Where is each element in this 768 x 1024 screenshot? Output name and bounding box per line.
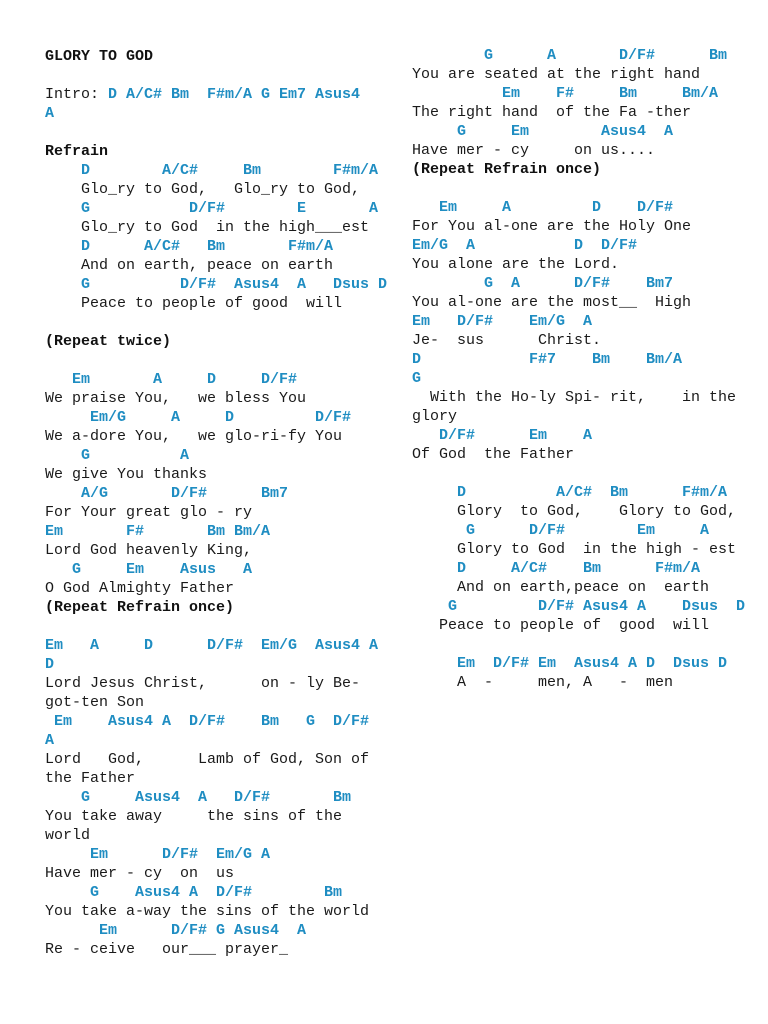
lyric-line: For You al-one are the Holy One	[412, 218, 692, 235]
lyric-line: O God Almighty Father	[45, 580, 235, 597]
lyric-line: A - men, A - men	[412, 674, 674, 691]
chord-line: Em A D D/F#	[412, 199, 674, 216]
lyric-line: The right hand of the Fa -ther	[412, 104, 692, 121]
lyric-line: You take a-way the sins of the world	[45, 903, 370, 920]
chord-line: G Asus4 A D/F# Bm	[45, 884, 343, 901]
lyric-line: world	[45, 827, 91, 844]
chord-line: Em F# Bm Bm/A	[45, 523, 271, 540]
chord-line: G D/F# E A	[45, 200, 379, 217]
lyric-line: Lord God heavenly King,	[45, 542, 253, 559]
lyric-line: Glo_ry to God, Glo_ry to God,	[45, 181, 361, 198]
lyric-line: Peace to people of good will	[45, 295, 343, 312]
section-heading: (Repeat twice)	[45, 333, 172, 350]
lyric-line: For Your great glo - ry	[45, 504, 253, 521]
lyric-line: And on earth, peace on earth	[45, 257, 334, 274]
chord-line: A/G D/F# Bm7	[45, 485, 289, 502]
lyric-line: Lord Jesus Christ, on - ly Be-	[45, 675, 361, 692]
chord-line: G Em Asus A	[45, 561, 253, 578]
lyric-line: And on earth,peace on earth	[412, 579, 710, 596]
lyric-line: the Father	[45, 770, 136, 787]
section-heading: Refrain	[45, 143, 109, 160]
chord-line: A	[45, 105, 55, 122]
lyric-line: Je- sus Christ.	[412, 332, 602, 349]
chord-line: Em D/F# Em/G A	[45, 846, 271, 863]
chord-line: Em D/F# G Asus4 A	[45, 922, 307, 939]
section-heading: (Repeat Refrain once)	[412, 161, 602, 178]
lyric-line: Glory to God in the high - est	[412, 541, 737, 558]
lyric-line: You al-one are the most__ High	[412, 294, 692, 311]
chord-line: Em D/F# Em Asus4 A D Dsus D	[412, 655, 728, 672]
lyric-line: You are seated at the right hand	[412, 66, 701, 83]
chord-line: G Asus4 A D/F# Bm	[45, 789, 352, 806]
chord-line: D/F# Em A	[412, 427, 593, 444]
chord-line: G D/F# Em A	[412, 522, 710, 539]
chord-line: Em Asus4 A D/F# Bm G D/F#	[45, 713, 370, 730]
chord-line: Em D/F# Em/G A	[412, 313, 593, 330]
lyric-line: Of God the Father	[412, 446, 575, 463]
chord-line: Em F# Bm Bm/A	[412, 85, 719, 102]
chord-line: G A	[45, 447, 190, 464]
chord-line: Em A D D/F#	[45, 371, 298, 388]
lyric-line: Have mer - cy on us	[45, 865, 235, 882]
intro-chords: D A/C# Bm F#m/A G Em7 Asus4	[108, 86, 361, 103]
chord-line: G D/F# Asus4 A Dsus D	[45, 276, 388, 293]
chord-line: A	[45, 732, 55, 749]
lyric-line: With the Ho-ly Spi- rit, in the	[412, 389, 737, 406]
chord-line: D A/C# Bm F#m/A	[45, 162, 379, 179]
lyric-line: Glo_ry to God in the high___est	[45, 219, 370, 236]
chord-line: Em A D D/F# Em/G Asus4 A	[45, 637, 379, 654]
lyric-line: Glory to God, Glory to God,	[412, 503, 737, 520]
chord-line: D	[45, 656, 55, 673]
section-heading: GLORY TO GOD	[45, 48, 154, 65]
lyric-line: We a-dore You, we glo-ri-fy You	[45, 428, 343, 445]
chord-line: D F#7 Bm Bm/A	[412, 351, 683, 368]
chord-line: Em/G A D D/F#	[45, 409, 352, 426]
lyric-line: Peace to people of good will	[412, 617, 710, 634]
lyric-line: Have mer - cy on us....	[412, 142, 656, 159]
chord-line: Em/G A D D/F#	[412, 237, 638, 254]
lyric-line: glory	[412, 408, 458, 425]
lyric-line: You alone are the Lord.	[412, 256, 620, 273]
section-heading: (Repeat Refrain once)	[45, 599, 235, 616]
lyric-line: Lord God, Lamb of God, Son of	[45, 751, 370, 768]
intro-line	[45, 85, 360, 104]
chord-line: G D/F# Asus4 A Dsus D	[412, 598, 746, 615]
lyric-line: We praise You, we bless You	[45, 390, 307, 407]
intro-label: Intro:	[45, 86, 109, 103]
chord-line: G A D/F# Bm	[412, 47, 728, 64]
lyric-line: We give You thanks	[45, 466, 208, 483]
chord-line: G A D/F# Bm7	[412, 275, 674, 292]
lyric-line: Re - ceive our___ prayer_	[45, 941, 289, 958]
chord-line: G Em Asus4 A	[412, 123, 674, 140]
lyric-line: got-ten Son	[45, 694, 145, 711]
lyric-line: You take away the sins of the	[45, 808, 343, 825]
chord-line: D A/C# Bm F#m/A	[45, 238, 334, 255]
chord-line: D A/C# Bm F#m/A	[412, 484, 728, 501]
chord-line: D A/C# Bm F#m/A	[412, 560, 701, 577]
chord-line: G	[412, 370, 422, 387]
